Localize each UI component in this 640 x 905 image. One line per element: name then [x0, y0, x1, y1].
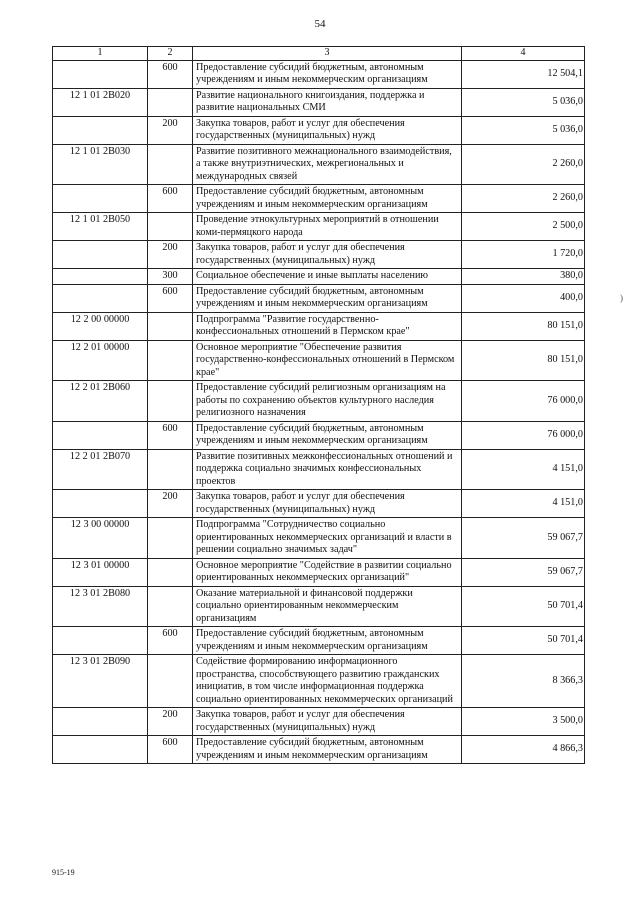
- table-row: [53, 60, 585, 88]
- row-name: Подпрограмма "Развитие государственно-конфессиональных отношений в Пермском крае": [193, 312, 462, 340]
- table-header-row: [53, 47, 585, 61]
- row-name: Закупка товаров, работ и услуг для обеспечения государственных (муниципальных) нужд: [193, 116, 462, 144]
- row-name: Закупка товаров, работ и услуг для обеспечения государственных (муниципальных) нужд: [193, 490, 462, 518]
- row-name: Предоставление субсидий бюджетным, автономным учреждениям и иным некоммерческим организациям: [193, 185, 462, 213]
- row-amount: 5 036,0: [462, 88, 585, 116]
- row-code: [53, 736, 148, 764]
- row-amount: 3 500,0: [462, 708, 585, 736]
- header-col-1: 1: [53, 47, 148, 61]
- table-row: [53, 558, 585, 586]
- row-code: 12 1 01 2В030: [53, 144, 148, 185]
- row-name: Оказание материальной и финансовой поддержки социально ориентированным некоммерческим организациям: [193, 586, 462, 627]
- header-col-3: 3: [193, 47, 462, 61]
- row-code: [53, 627, 148, 655]
- row-expense-type: 600: [148, 185, 193, 213]
- row-amount: 2 260,0: [462, 144, 585, 185]
- margin-mark: ): [620, 293, 623, 303]
- row-code: 12 3 01 2В090: [53, 655, 148, 708]
- row-expense-type: [148, 88, 193, 116]
- page-number: 54: [314, 18, 326, 30]
- row-expense-type: [148, 518, 193, 559]
- row-expense-type: [148, 449, 193, 490]
- table-row: [53, 116, 585, 144]
- row-name: Предоставление субсидий бюджетным, автономным учреждениям и иным некоммерческим организациям: [193, 421, 462, 449]
- row-expense-type: 600: [148, 421, 193, 449]
- table-row: [53, 213, 585, 241]
- row-code: [53, 185, 148, 213]
- row-amount: 59 067,7: [462, 518, 585, 559]
- row-expense-type: [148, 213, 193, 241]
- row-code: [53, 421, 148, 449]
- row-name: Предоставление субсидий бюджетным, автономным учреждениям и иным некоммерческим организациям: [193, 284, 462, 312]
- row-amount: 380,0: [462, 269, 585, 285]
- row-code: 12 1 01 2В050: [53, 213, 148, 241]
- table-row: [53, 708, 585, 736]
- row-expense-type: [148, 558, 193, 586]
- row-amount: 76 000,0: [462, 421, 585, 449]
- row-amount: 80 151,0: [462, 312, 585, 340]
- row-expense-type: 200: [148, 490, 193, 518]
- row-expense-type: 600: [148, 627, 193, 655]
- row-expense-type: 600: [148, 736, 193, 764]
- row-name: Основное мероприятие "Содействие в развитии социально ориентированных некоммерческих организаций": [193, 558, 462, 586]
- row-code: 12 2 01 2В070: [53, 449, 148, 490]
- table-row: [53, 144, 585, 185]
- table-row: [53, 518, 585, 559]
- table-row: [53, 736, 585, 764]
- table-row: [53, 449, 585, 490]
- table-row: [53, 88, 585, 116]
- table-row: [53, 627, 585, 655]
- row-name: Закупка товаров, работ и услуг для обеспечения государственных (муниципальных) нужд: [193, 708, 462, 736]
- row-name: Развитие позитивных межконфессиональных отношений и поддержка социально значимых конфессиональных проектов: [193, 449, 462, 490]
- row-name: Подпрограмма "Сотрудничество социально ориентированных некоммерческих организаций и власти в решении социально значимых задач": [193, 518, 462, 559]
- row-expense-type: [148, 144, 193, 185]
- row-expense-type: [148, 340, 193, 381]
- row-code: [53, 490, 148, 518]
- table-row: [53, 284, 585, 312]
- row-amount: 50 701,4: [462, 586, 585, 627]
- table-row: [53, 421, 585, 449]
- row-code: 12 3 01 2В080: [53, 586, 148, 627]
- row-code: 12 1 01 2В020: [53, 88, 148, 116]
- row-code: [53, 284, 148, 312]
- row-amount: 80 151,0: [462, 340, 585, 381]
- row-expense-type: [148, 655, 193, 708]
- row-expense-type: 200: [148, 241, 193, 269]
- row-expense-type: 600: [148, 284, 193, 312]
- table-row: [53, 312, 585, 340]
- row-expense-type: [148, 312, 193, 340]
- row-code: 12 3 01 00000: [53, 558, 148, 586]
- row-name: Предоставление субсидий бюджетным, автономным учреждениям и иным некоммерческим организациям: [193, 736, 462, 764]
- row-amount: 8 366,3: [462, 655, 585, 708]
- row-amount: 4 151,0: [462, 449, 585, 490]
- header-col-4: 4: [462, 47, 585, 61]
- budget-table: [52, 46, 585, 764]
- table-row: [53, 241, 585, 269]
- table-row: [53, 381, 585, 422]
- row-code: [53, 269, 148, 285]
- row-amount: 2 500,0: [462, 213, 585, 241]
- row-expense-type: [148, 381, 193, 422]
- row-amount: 400,0: [462, 284, 585, 312]
- row-name: Предоставление субсидий религиозным организациям на работы по сохранению объектов культурного наследия религиозного назначения: [193, 381, 462, 422]
- header-col-2: 2: [148, 47, 193, 61]
- row-code: [53, 708, 148, 736]
- row-name: Предоставление субсидий бюджетным, автономным учреждениям и иным некоммерческим организациям: [193, 60, 462, 88]
- row-amount: 2 260,0: [462, 185, 585, 213]
- row-expense-type: [148, 586, 193, 627]
- row-code: 12 2 00 00000: [53, 312, 148, 340]
- table-row: [53, 269, 585, 285]
- row-expense-type: 200: [148, 116, 193, 144]
- row-expense-type: 600: [148, 60, 193, 88]
- table-body: [53, 60, 585, 764]
- row-code: [53, 60, 148, 88]
- table-row: [53, 655, 585, 708]
- row-name: Социальное обеспечение и иные выплаты населению: [193, 269, 462, 285]
- row-expense-type: 200: [148, 708, 193, 736]
- row-name: Закупка товаров, работ и услуг для обеспечения государственных (муниципальных) нужд: [193, 241, 462, 269]
- row-amount: 50 701,4: [462, 627, 585, 655]
- table-row: [53, 490, 585, 518]
- row-name: Проведение этнокультурных мероприятий в отношении коми-пермяцкого народа: [193, 213, 462, 241]
- row-code: [53, 116, 148, 144]
- row-amount: 4 151,0: [462, 490, 585, 518]
- row-name: Содействие формированию информационного пространства, способствующего развитию гражданских инициатив, в том числе информационная поддержка социально ориентированных некоммерческих организаций: [193, 655, 462, 708]
- row-code: 12 2 01 00000: [53, 340, 148, 381]
- table-row: [53, 340, 585, 381]
- row-amount: 76 000,0: [462, 381, 585, 422]
- row-amount: 1 720,0: [462, 241, 585, 269]
- row-expense-type: 300: [148, 269, 193, 285]
- row-name: Основное мероприятие "Обеспечение развития государственно-конфессиональных отношений в Пермском крае": [193, 340, 462, 381]
- row-name: Развитие позитивного межнационального взаимодействия, а также внутриэтнических, межрегиональных и международных связей: [193, 144, 462, 185]
- row-amount: 59 067,7: [462, 558, 585, 586]
- row-code: 12 2 01 2В060: [53, 381, 148, 422]
- row-amount: 4 866,3: [462, 736, 585, 764]
- row-code: 12 3 00 00000: [53, 518, 148, 559]
- row-code: [53, 241, 148, 269]
- row-amount: 5 036,0: [462, 116, 585, 144]
- row-amount: 12 504,1: [462, 60, 585, 88]
- table-row: [53, 586, 585, 627]
- row-name: Развитие национального книгоиздания, поддержка и развитие национальных СМИ: [193, 88, 462, 116]
- row-name: Предоставление субсидий бюджетным, автономным учреждениям и иным некоммерческим организациям: [193, 627, 462, 655]
- footer-code: 915-19: [52, 868, 75, 877]
- table-row: [53, 185, 585, 213]
